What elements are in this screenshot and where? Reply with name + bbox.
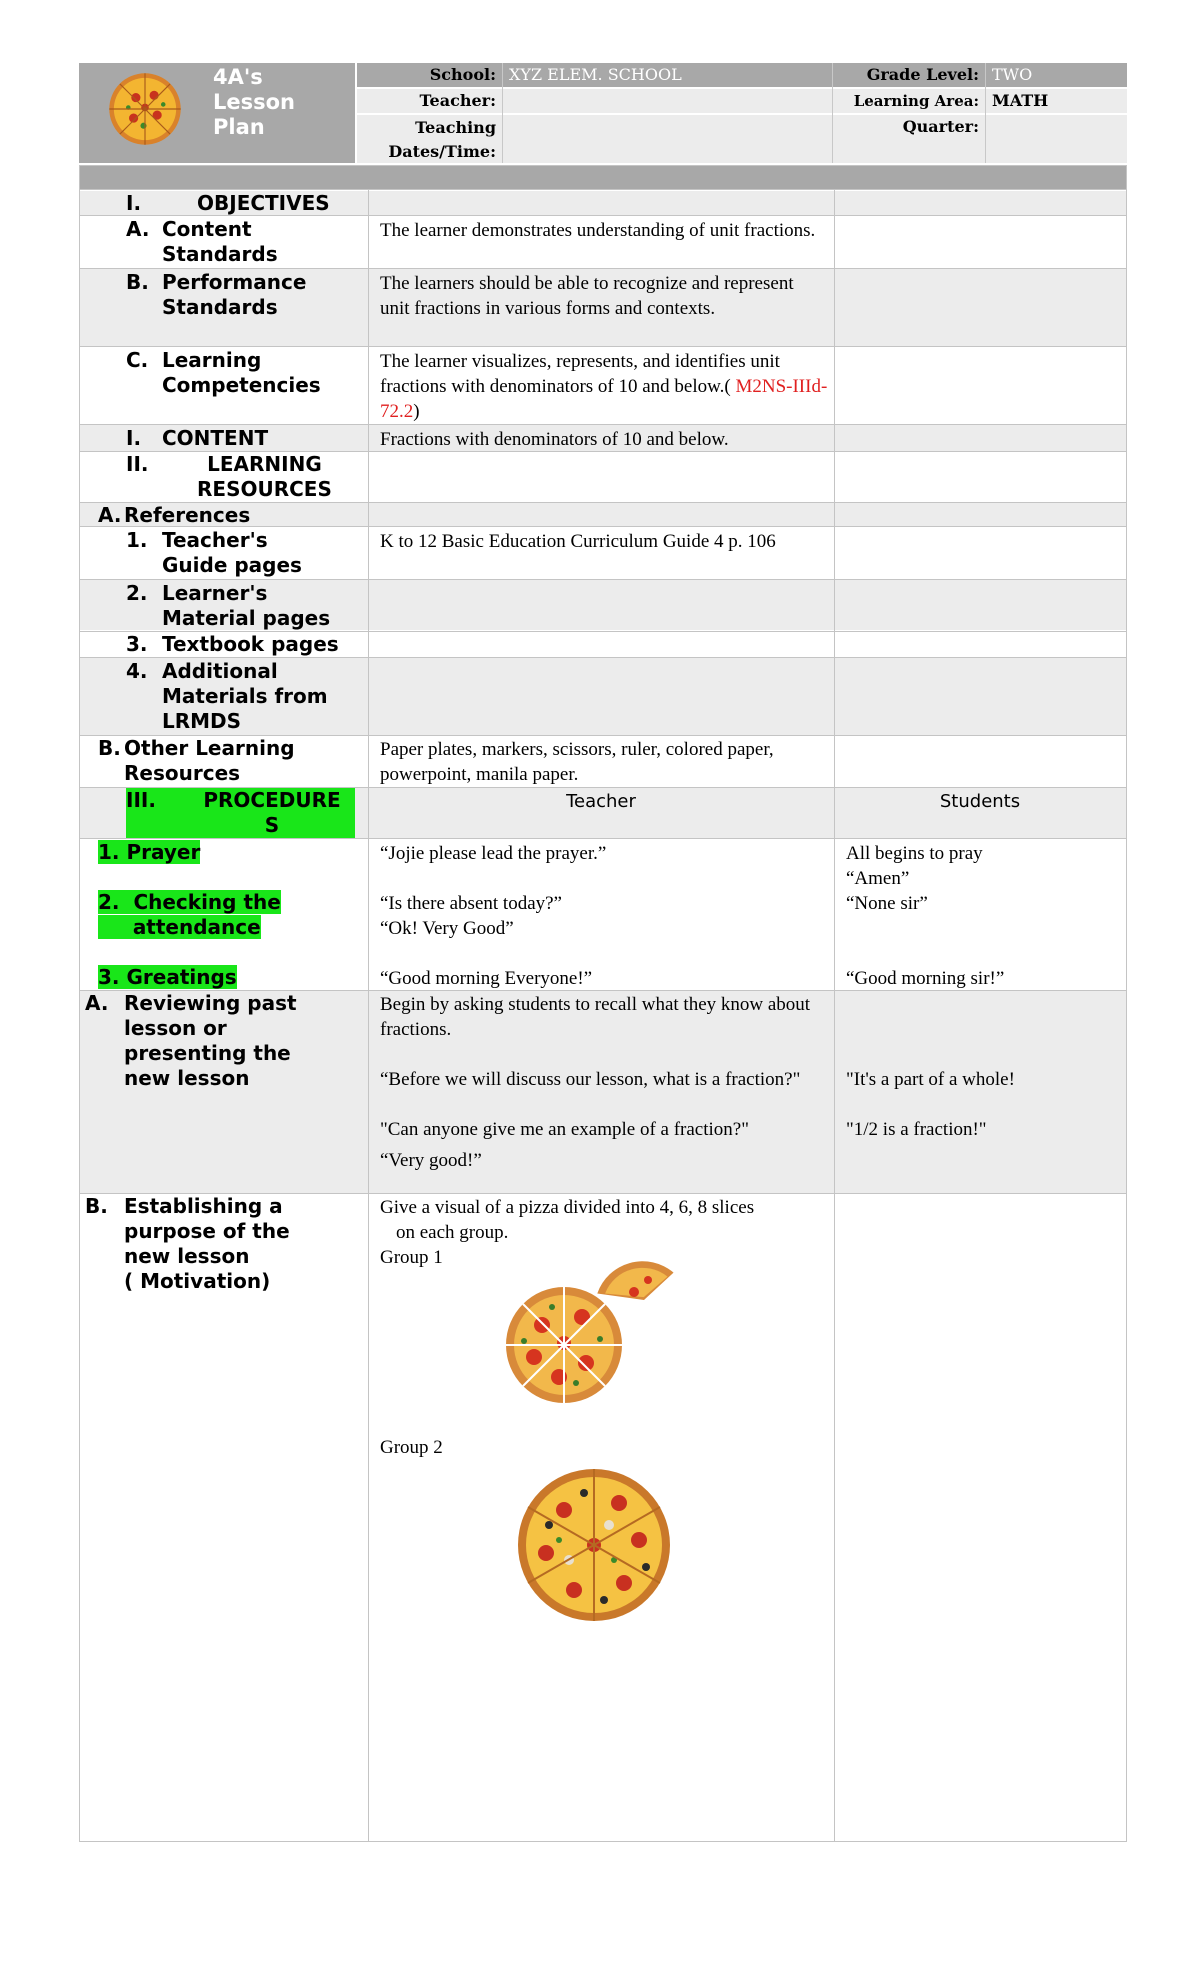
teacher-good-morning: “Good morning Everyone!” xyxy=(380,968,593,989)
lesson-plan-header xyxy=(79,63,1127,163)
reviewing-label: Reviewing past lesson or presenting the new lesson xyxy=(124,991,297,1090)
reviewing-teacher-2: “Before we will discuss our lesson, what is a fraction?" xyxy=(380,1069,801,1090)
content-standards-text: The learner demonstrates understanding of unit fractions. xyxy=(380,220,816,241)
textbook-pages-label: Textbook pages xyxy=(162,632,339,656)
group-2-pizza-image xyxy=(514,1465,674,1625)
reviewing-student-2: "1/2 is a fraction!" xyxy=(846,1119,987,1140)
references-label: References xyxy=(124,503,251,527)
teachers-guide-text: K to 12 Basic Education Curriculum Guide 4 p. 106 xyxy=(380,531,776,552)
performance-standards-label: Performance Standards xyxy=(162,270,307,319)
group-2-label: Group 2 xyxy=(380,1437,443,1458)
teachers-guide-label: Teacher's Guide pages xyxy=(162,528,302,577)
grey-band xyxy=(79,165,1127,189)
reviewing-student-1: "It's a part of a whole! xyxy=(846,1069,1015,1090)
students-pray: All begins to pray xyxy=(846,843,983,864)
learning-competencies-text: The learner visualizes, represents, and identifies unit fractions with denominators of 10 and below.( M2NS-IIId-72.2) xyxy=(380,351,828,422)
procedures-label: PROCEDURE S xyxy=(203,788,341,837)
group-1-label: Group 1 xyxy=(380,1247,443,1268)
students-column-header: Students xyxy=(939,791,1021,812)
establishing-teacher-1: Give a visual of a pizza divided into 4, 6, 8 slices xyxy=(380,1197,755,1218)
logo-cell xyxy=(79,63,355,163)
teaching-dates-label: Teaching Dates/Time: xyxy=(388,118,496,161)
teacher-absent: “Is there absent today?” xyxy=(380,893,562,914)
students-amen: “Amen” xyxy=(846,868,910,889)
content-label: CONTENT xyxy=(162,426,269,450)
lesson-plan-table xyxy=(79,165,1127,1842)
pizza-logo-icon xyxy=(107,71,183,147)
prayer-item: 1. Prayer xyxy=(98,840,201,864)
reviewing-teacher-1: Begin by asking students to recall what they know about fractions. xyxy=(380,994,811,1040)
other-resources-text: Paper plates, markers, scissors, ruler, colored paper, powerpoint, manila paper. xyxy=(380,739,774,785)
performance-standards-text: The learners should be able to recognize and represent unit fractions in various forms and contexts. xyxy=(380,273,794,319)
content-text: Fractions with denominators of 10 and below. xyxy=(380,429,729,450)
other-resources-letter: B. xyxy=(98,736,121,760)
reviewing-teacher-3: "Can anyone give me an example of a fraction?" xyxy=(380,1119,749,1140)
other-resources-label: Other Learning Resources xyxy=(124,736,295,785)
objectives-heading: OBJECTIVES xyxy=(197,191,330,215)
learning-resources-num: II. xyxy=(126,452,149,476)
content-standards-label: Content Standards xyxy=(162,217,278,266)
learning-competencies-letter: C. xyxy=(126,348,149,372)
learning-competencies-label: Learning Competencies xyxy=(162,348,321,397)
establishing-letter: B. xyxy=(85,1194,108,1218)
establishing-label: Establishing a purpose of the new lesson ( Motivation) xyxy=(124,1194,290,1293)
additional-materials-label: Additional Materials from LRMDS xyxy=(162,659,328,733)
reviewing-teacher-4: “Very good!” xyxy=(380,1150,482,1171)
lesson-plan-title: 4A's Lesson Plan xyxy=(213,65,296,139)
group-1-pizza-image xyxy=(484,1260,704,1410)
learning-resources-label: LEARNING RESOURCES xyxy=(197,452,332,501)
school-value: XYZ ELEM. SCHOOL xyxy=(509,65,682,84)
learning-area-label: Learning Area: xyxy=(853,92,979,110)
learners-material-num: 2. xyxy=(126,581,148,605)
school-label: School: xyxy=(429,65,496,84)
establishing-teacher-1b: on each group. xyxy=(396,1222,509,1243)
teacher-ok: “Ok! Very Good” xyxy=(380,918,514,939)
quarter-label: Quarter: xyxy=(902,117,979,136)
objectives-num: I. xyxy=(126,191,142,215)
greetings-item: 3. Greatings xyxy=(98,965,237,989)
teacher-label: Teacher: xyxy=(419,91,496,110)
performance-standards-letter: B. xyxy=(126,270,149,294)
attendance-item: 2. Checking the attendance xyxy=(98,890,281,939)
learners-material-label: Learner's Material pages xyxy=(162,581,331,630)
content-num: I. xyxy=(126,426,142,450)
students-good-morning: “Good morning sir!” xyxy=(846,968,1005,989)
content-standards-letter: A. xyxy=(126,217,150,241)
teacher-prayer: “Jojie please lead the prayer.” xyxy=(380,843,607,864)
grade-level-value: TWO xyxy=(992,65,1033,84)
competency-code: M2NS-IIId-72.2 xyxy=(380,376,828,422)
additional-materials-num: 4. xyxy=(126,659,148,683)
students-none: “None sir” xyxy=(846,893,928,914)
teachers-guide-num: 1. xyxy=(126,528,148,552)
learning-area-value: MATH xyxy=(992,91,1049,110)
reviewing-letter: A. xyxy=(85,991,109,1015)
grade-level-label: Grade Level: xyxy=(866,65,979,84)
teacher-column-header: Teacher xyxy=(566,791,636,812)
textbook-pages-num: 3. xyxy=(126,632,148,656)
procedures-num: III. xyxy=(126,788,156,812)
references-letter: A. xyxy=(98,503,122,527)
